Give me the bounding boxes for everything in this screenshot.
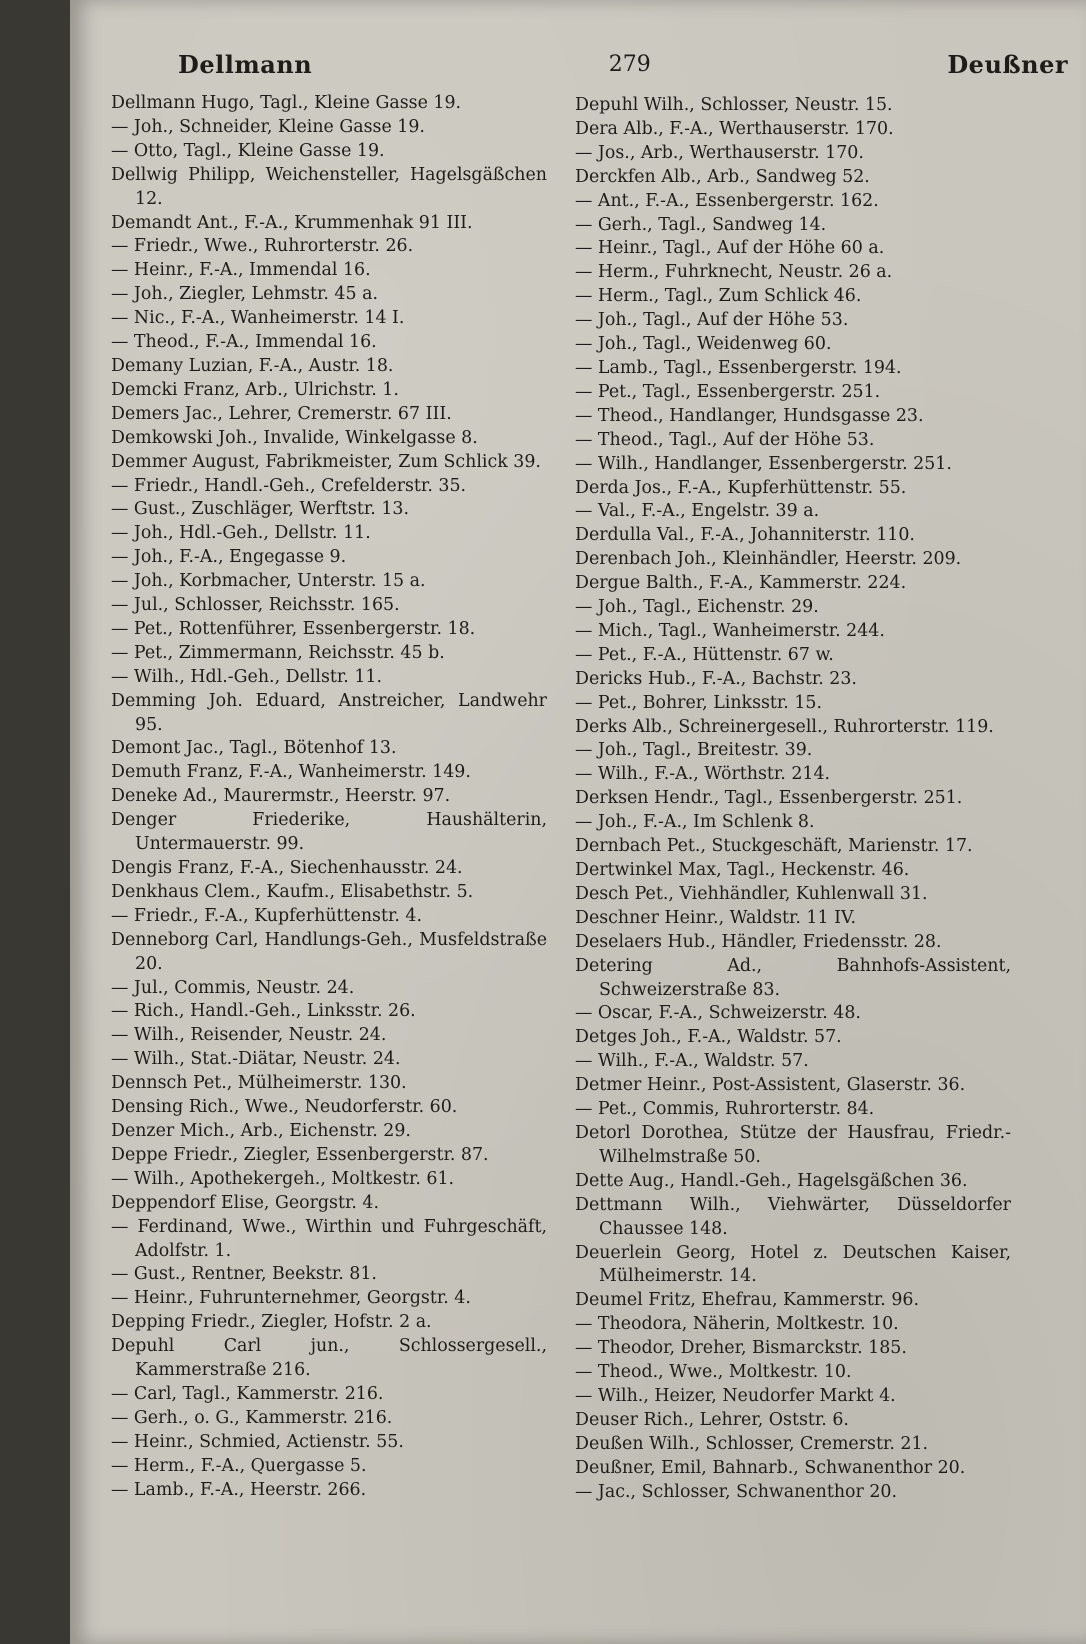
directory-entry: Detorl Dorothea, Stütze der Hausfrau, Friedr.-Wilhelmstraße 50. [575,1122,1011,1167]
directory-entry: — Pet., F.-A., Hüttenstr. 67 w. [575,644,834,665]
directory-entry: — Gust., Rentner, Beekstr. 81. [111,1264,377,1285]
directory-entry: Demuth Franz, F.-A., Wanheimerstr. 149. [111,762,471,783]
directory-entry: — Theod., Handlanger, Hundsgasse 23. [575,405,924,426]
directory-entry: — Joh., F.-A., Im Schlenk 8. [575,812,815,833]
directory-entry: Deuerlein Georg, Hotel z. Deutschen Kaiser, Mülheimerstr. 14. [575,1242,1011,1287]
directory-entry: — Jac., Schlosser, Schwanenthor 20. [575,1481,898,1502]
directory-entry: Dera Alb., F.-A., Werthauserstr. 170. [575,118,894,139]
directory-entry: Detges Joh., F.-A., Waldstr. 57. [575,1027,842,1048]
directory-entry: Depuhl Carl jun., Schlossergesell., Kammerstraße 216. [111,1336,547,1381]
directory-entry: — Pet., Rottenführer, Essenbergerstr. 18. [111,618,476,639]
directory-entry: Depping Friedr., Ziegler, Hofstr. 2 a. [111,1312,432,1333]
directory-entry: — Herm., Fuhrknecht, Neustr. 26 a. [575,262,893,283]
directory-entry: — Jos., Arb., Werthauserstr. 170. [575,142,864,163]
directory-entry: — Heinr., Fuhrunternehmer, Georgstr. 4. [111,1288,471,1309]
directory-entry: — Gerh., o. G., Kammerstr. 216. [111,1407,393,1428]
page-number: 279 [608,51,651,77]
directory-entry: — Lamb., F.-A., Heerstr. 266. [111,1479,367,1500]
directory-entry: — Friedr., Wwe., Ruhrorterstr. 26. [111,236,414,257]
directory-entry: Deschner Heinr., Waldstr. 11 IV. [575,907,857,928]
directory-entry: Demmer August, Fabrikmeister, Zum Schlick 39. [111,451,541,472]
directory-entry: Denneborg Carl, Handlungs-Geh., Musfeldstraße 20. [111,929,547,974]
directory-entry: — Oscar, F.-A., Schweizerstr. 48. [575,1003,861,1024]
directory-entry: — Pet., Zimmermann, Reichsstr. 45 b. [111,642,445,663]
directory-entry: Dettmann Wilh., Viehwärter, Düsseldorfer Chaussee 148. [575,1194,1011,1239]
directory-entry: — Joh., Ziegler, Lehmstr. 45 a. [111,284,378,305]
directory-entry: — Jul., Schlosser, Reichsstr. 165. [111,595,400,616]
directory-entry: Deumel Fritz, Ehefrau, Kammerstr. 96. [575,1290,919,1311]
header-right-catchword: Deußner [947,49,1068,79]
directory-entry: — Jul., Commis, Neustr. 24. [111,977,355,998]
directory-entry: — Theod., Wwe., Moltkestr. 10. [575,1362,852,1383]
directory-entry: — Otto, Tagl., Kleine Gasse 19. [111,140,385,161]
directory-entry: — Theod., F.-A., Immendal 16. [111,332,377,353]
directory-entry: — Joh., Tagl., Auf der Höhe 53. [575,310,849,331]
directory-entry: — Wilh., Hdl.-Geh., Dellstr. 11. [111,666,383,687]
directory-entry: — Wilh., Handlanger, Essenbergerstr. 251. [575,453,952,474]
directory-entry: — Gerh., Tagl., Sandweg 14. [575,214,827,235]
directory-entry: Denkhaus Clem., Kaufm., Elisabethstr. 5. [111,881,474,902]
directory-entry: Deppe Friedr., Ziegler, Essenbergerstr. 87. [111,1144,489,1165]
directory-entry: Deuser Rich., Lehrer, Oststr. 6. [575,1409,849,1430]
header-left-catchword: Dellmann [178,49,313,79]
directory-entry: — Wilh., F.-A., Wörthstr. 214. [575,764,831,785]
directory-entry: Demandt Ant., F.-A., Krummenhak 91 III. [111,212,473,233]
directory-entry: — Joh., Tagl., Weidenweg 60. [575,334,832,355]
directory-entry: — Ferdinand, Wwe., Wirthin und Fuhrgeschäft, Adolfstr. 1. [111,1216,547,1261]
directory-entry: Dericks Hub., F.-A., Bachstr. 23. [575,668,857,689]
directory-entry: Dergue Balth., F.-A., Kammerstr. 224. [575,573,907,594]
directory-entry: — Friedr., F.-A., Kupferhüttenstr. 4. [111,905,422,926]
directory-entry: — Joh., Tagl., Eichenstr. 29. [575,597,819,618]
directory-entry: Dengis Franz, F.-A., Siechenhausstr. 24. [111,858,463,878]
directory-entry: — Mich., Tagl., Wanheimerstr. 244. [575,620,885,641]
directory-entry: — Nic., F.-A., Wanheimerstr. 14 I. [111,308,405,329]
directory-entry: Deußen Wilh., Schlosser, Cremerstr. 21. [575,1433,929,1454]
directory-entry: — Joh., Hdl.-Geh., Dellstr. 11. [111,523,371,544]
directory-entry: Dernbach Pet., Stuckgeschäft, Marienstr. 17. [575,836,973,857]
directory-entry: Dertwinkel Max, Tagl., Heckenstr. 46. [575,860,910,880]
directory-entry: — Wilh., Stat.-Diätar, Neustr. 24. [111,1049,401,1070]
directory-entry: — Joh., Schneider, Kleine Gasse 19. [111,116,425,137]
directory-entry: Detering Ad., Bahnhofs-Assistent, Schweizerstraße 83. [575,955,1011,1000]
directory-entry: Densing Rich., Wwe., Neudorferstr. 60. [111,1097,458,1118]
directory-entry: Derenbach Joh., Kleinhändler, Heerstr. 209. [575,549,962,570]
left-column [111,92,547,1502]
directory-entry: — Rich., Handl.-Geh., Linksstr. 26. [111,1001,416,1022]
directory-entry: Demming Joh. Eduard, Anstreicher, Landwehr 95. [111,690,547,735]
directory-entry: Demont Jac., Tagl., Bötenhof 13. [111,738,397,759]
directory-entry: Denzer Mich., Arb., Eichenstr. 29. [111,1120,411,1141]
directory-entry: Demcki Franz, Arb., Ulrichstr. 1. [111,379,399,400]
directory-entry: Deneke Ad., Maurermstr., Heerstr. 97. [111,786,451,807]
directory-entry: Demkowski Joh., Invalide, Winkelgasse 8. [111,427,478,448]
directory-entry: Derda Jos., F.-A., Kupferhüttenstr. 55. [575,477,907,498]
directory-entry: Derks Alb., Schreinergesell., Ruhrorterstr. 119. [575,716,994,737]
right-column [575,92,1011,1504]
directory-entry: — Friedr., Handl.-Geh., Crefelderstr. 35. [111,475,467,496]
directory-entry: — Wilh., Apothekergeh., Moltkestr. 61. [111,1168,455,1189]
directory-entry: Deußner, Emil, Bahnarb., Schwanenthor 20. [575,1457,966,1478]
directory-entry: — Theodora, Näherin, Moltkestr. 10. [575,1314,899,1335]
directory-entry: — Joh., F.-A., Engegasse 9. [111,547,347,568]
directory-entry: — Pet., Commis, Ruhrorterstr. 84. [575,1099,875,1120]
directory-entry: — Gust., Zuschläger, Werftstr. 13. [111,499,409,520]
directory-entry: — Herm., Tagl., Zum Schlick 46. [575,286,862,307]
directory-entry: — Herm., F.-A., Quergasse 5. [111,1455,367,1476]
directory-entry: — Pet., Bohrer, Linksstr. 15. [575,692,823,713]
directory-entry: Desch Pet., Viehhändler, Kuhlenwall 31. [575,883,928,904]
directory-entry: Demany Luzian, F.-A., Austr. 18. [111,355,394,376]
directory-entry: — Heinr., Tagl., Auf der Höhe 60 a. [575,238,885,259]
directory-entry: — Wilh., Reisender, Neustr. 24. [111,1025,387,1046]
directory-entry: — Pet., Tagl., Essenbergerstr. 251. [575,381,881,402]
directory-entry: Derdulla Val., F.-A., Johanniterstr. 110. [575,525,915,546]
directory-entry: Dennsch Pet., Mülheimerstr. 130. [111,1073,407,1094]
directory-entry: Detmer Heinr., Post-Assistent, Glaserstr. 36. [575,1075,966,1096]
directory-entry: — Lamb., Tagl., Essenbergerstr. 194. [575,357,902,378]
directory-entry: Dellwig Philipp, Weichensteller, Hagelsgäßchen 12. [111,164,547,209]
directory-entry: Depuhl Wilh., Schlosser, Neustr. 15. [575,95,893,115]
directory-entry: — Carl, Tagl., Kammerstr. 216. [111,1383,384,1404]
directory-entry: — Val., F.-A., Engelstr. 39 a. [575,501,820,522]
directory-entry: Derckfen Alb., Arb., Sandweg 52. [575,166,870,187]
directory-entry: — Ant., F.-A., Essenbergerstr. 162. [575,190,879,211]
directory-entry: — Heinr., F.-A., Immendal 16. [111,260,371,281]
directory-entry: — Theodor, Dreher, Bismarckstr. 185. [575,1338,907,1359]
directory-entry: Dette Aug., Handl.-Geh., Hagelsgäßchen 36. [575,1170,968,1191]
directory-entry: — Heinr., Schmied, Actienstr. 55. [111,1431,404,1452]
directory-entry: — Joh., Tagl., Breitestr. 39. [575,740,813,761]
directory-entry: Demers Jac., Lehrer, Cremerstr. 67 III. [111,403,452,424]
page-header [178,44,1068,84]
directory-entry: Deppendorf Elise, Georgstr. 4. [111,1192,380,1213]
directory-entry: — Wilh., F.-A., Waldstr. 57. [575,1051,809,1072]
directory-entry: Dellmann Hugo, Tagl., Kleine Gasse 19. [111,93,462,113]
directory-entry: — Joh., Korbmacher, Unterstr. 15 a. [111,571,426,592]
directory-entry: — Wilh., Heizer, Neudorfer Markt 4. [575,1385,896,1406]
directory-entry: — Theod., Tagl., Auf der Höhe 53. [575,429,875,450]
directory-entry: Denger Friederike, Haushälterin, Untermauerstr. 99. [111,810,547,855]
directory-entry: Deselaers Hub., Händler, Friedensstr. 28. [575,931,942,952]
directory-entry: Derksen Hendr., Tagl., Essenbergerstr. 251. [575,788,963,809]
